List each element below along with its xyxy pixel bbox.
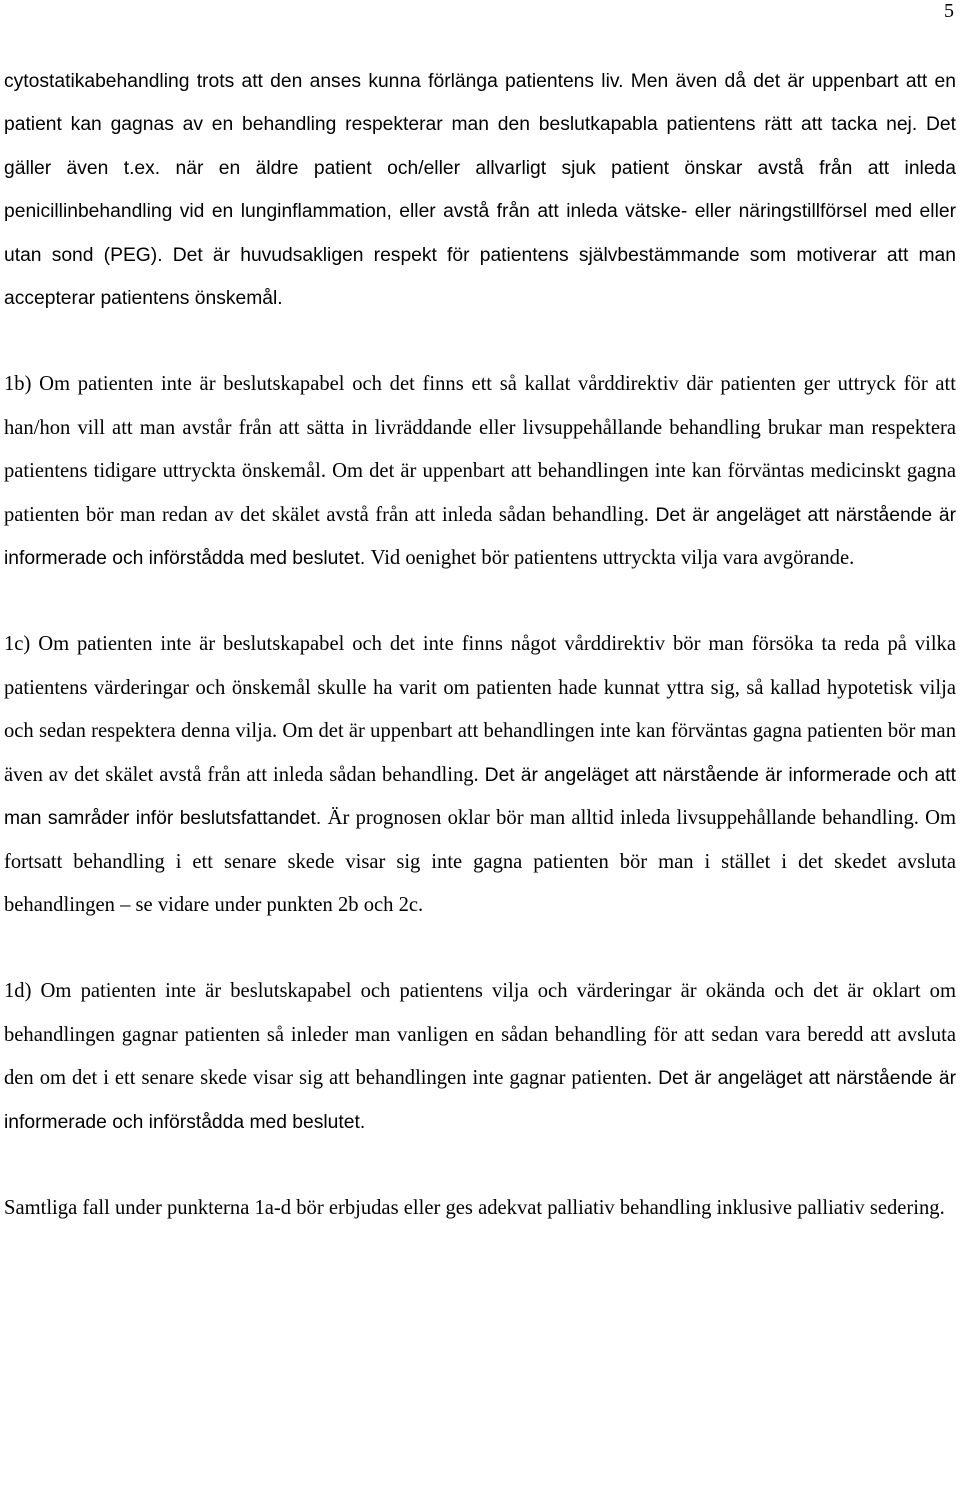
paragraph-palliative	[4, 1187, 956, 1230]
paragraph-1b	[4, 363, 956, 580]
page-number: 5	[944, 0, 954, 22]
paragraph-1c	[4, 623, 956, 927]
paragraph-1d	[4, 970, 956, 1144]
text-segment: Det är angeläget att närstående är informerade och införstådda med beslutet.	[4, 1068, 956, 1133]
text-segment: Det är angeläget att närstående är informerade och att man samråder inför beslutsfattandet.	[4, 764, 957, 830]
document-body	[4, 60, 956, 1230]
text-segment: Vid oenighet bör patientens uttryckta vilja vara avgörande.	[370, 547, 855, 570]
text-segment: Samtliga fall under punkterna 1a-d bör erbjudas eller ges adekvat palliativ behandling inklusive palliativ sedering.	[4, 1196, 945, 1219]
text-segment: 1c) Om patienten inte är beslutskapabel och det inte finns något vårddirektiv bör man försöka ta reda på vilka patientens värderingar och önskemål skulle ha varit om patienten hade kunnat yttra sig, så kallad hypotetisk vilja och sedan respektera denna vilja. Om det är uppenbart att behandlingen inte kan förväntas gagna patienten bör man även av det skälet avstå från att inleda sådan behandling.	[4, 633, 956, 786]
text-segment: cytostatikabehandling trots att den anses kunna förlänga patientens liv. Men även då det är uppenbart att en patient kan gagnas av en behandling respekterar man den beslutkapabla patientens rätt att tacka nej. Det gäller även t.ex. när en äldre patient och/eller allvarligt sjuk patient önskar avstå från att inleda penicillinbehandling vid en lunginflammation, eller avstå från att inleda vätske- eller näringstillförsel med eller utan sond (PEG). Det är huvudsakligen respekt för patientens självbestämmande som motiverar att man accepterar patientens önskemål.	[4, 71, 956, 310]
text-segment: Det är angeläget att närstående är informerade och införstådda med beslutet.	[4, 504, 956, 570]
paragraph-patient-autonomy	[4, 60, 956, 320]
text-segment: 1d) Om patienten inte är beslutskapabel och patientens vilja och värderingar är okända och det är oklart om behandlingen gagnar patienten så inleder man vanligen en sådan behandling för att sedan vara beredd att avsluta den om det i ett senare skede visar sig att behandlingen inte gagnar patienten.	[4, 980, 956, 1090]
text-segment: Är prognosen oklar bör man alltid inleda livsuppehållande behandling. Om fortsatt behandling i ett senare skede visar sig inte gagna patienten bör man i stället i det skedet avsluta behandlingen – se vidare under punkten 2b och 2c.	[4, 807, 956, 916]
text-segment: 1b) Om patienten inte är beslutskapabel och det finns ett så kallat vårddirektiv där patienten ger uttryck för att han/hon vill att man avstår från att sätta in livräddande eller livsuppehållande behandling brukar man respektera patientens tidigare uttryckta önskemål. Om det är uppenbart att behandlingen inte kan förväntas medicinskt gagna patienten bör man redan av det skälet avstå från att inleda sådan behandling.	[4, 373, 956, 526]
